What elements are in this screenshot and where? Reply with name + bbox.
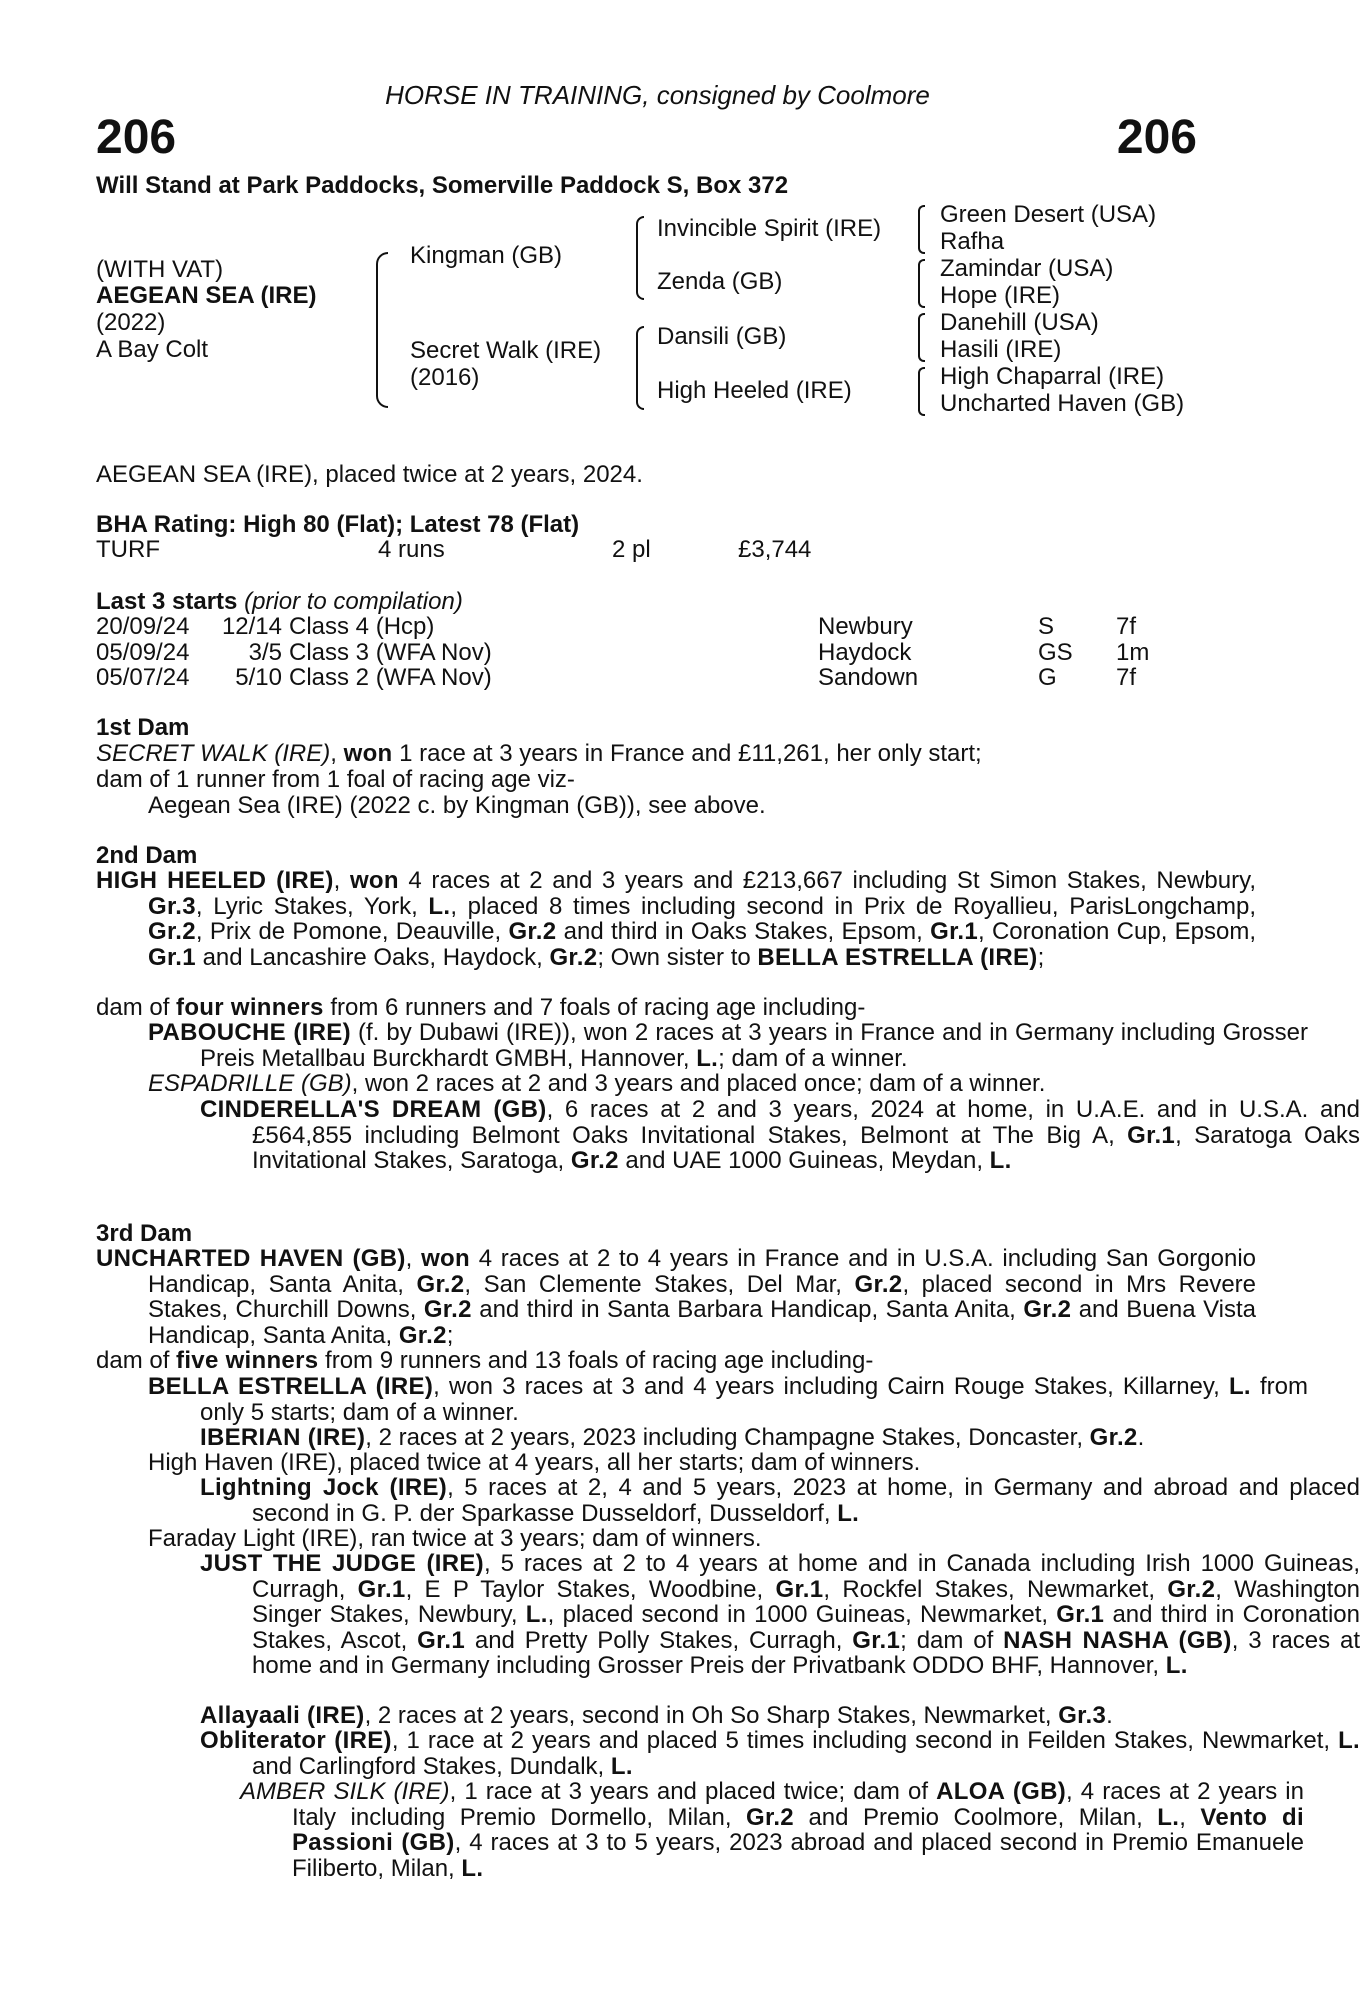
foaling-year: (2022) [96, 309, 166, 336]
start-pos: 5/10 [235, 664, 282, 691]
text-run: ; [446, 1321, 454, 1349]
text-run: five winners [176, 1347, 319, 1374]
text-run: , 4 races at 3 to 5 years, 2023 abroad and placed second in Premio Emanuele Filiberto, Milan, [292, 1829, 1304, 1882]
ggp-ddd: Uncharted Haven (GB) [940, 390, 1185, 417]
text-run: Gr.2 [854, 1270, 903, 1298]
rating-earnings: £3,744 [738, 536, 812, 563]
dam: Secret Walk (IRE) [410, 337, 602, 364]
text-run: Lightning Jock (IRE) [200, 1474, 448, 1501]
text-run: Gr.1 [417, 1626, 466, 1654]
text-run: , won 3 races at 3 and 4 years including Cairn Rouge Stakes, Killarney, [433, 1373, 1229, 1400]
text-run: L. [1338, 1727, 1360, 1754]
text-run: ; Own sister to [597, 943, 758, 971]
text-run: Gr.1 [148, 943, 196, 971]
text-run: , placed second in 1000 Guineas, Newmarket, [547, 1601, 1057, 1629]
text-run: and Lancashire Oaks, Haydock, [195, 943, 550, 971]
dam3-produce-summary [96, 1348, 1204, 1374]
dam2-record [96, 868, 1256, 970]
dam3-allayaali [96, 1703, 1360, 1729]
text-run: CINDERELLA'S DREAM (GB) [200, 1096, 547, 1123]
dam3-just-the-judge [96, 1551, 1360, 1679]
text-run: and third in Oaks Stakes, Epsom, [556, 918, 931, 946]
rating-placed: 2 pl [612, 536, 651, 563]
text-run: L. [1228, 1373, 1251, 1400]
start-going: S [1038, 613, 1055, 640]
text-run: L. [428, 892, 451, 920]
lot-number-right: 206 [1116, 111, 1197, 164]
ggp-sss: Green Desert (USA) [940, 201, 1157, 228]
text-run: L. [989, 1147, 1012, 1175]
text-run: Gr.2 [423, 1296, 472, 1324]
text-run: and Carlingford Stakes, Dundalk, [252, 1752, 611, 1780]
sire-brace [636, 216, 644, 300]
text-run: L. [837, 1499, 860, 1527]
text-run: PABOUCHE (IRE) [148, 1019, 351, 1046]
text-run: Gr.3 [148, 892, 196, 920]
text-run: , 4 races at 2 years in Italy including Premio Dormello, Milan, [292, 1778, 1304, 1831]
catalogue-header: HORSE IN TRAINING, consigned by Coolmore [385, 80, 930, 110]
text-run: ; dam of a winner. [718, 1044, 908, 1072]
ggp-sds: Zamindar (USA) [940, 255, 1114, 282]
text-run: and third in Coronation Stakes, Ascot, [252, 1601, 1360, 1654]
text-run: BELLA ESTRELLA (IRE) [757, 943, 1038, 971]
text-run: , Prix de Pomone, Deauville, [195, 918, 509, 946]
text-run: , 3 races at home and in Germany including Grosser Preis der Privatbank ODDO BHF, Hannover, [252, 1626, 1360, 1680]
dam3-lightning-jock [96, 1475, 1360, 1526]
text-run: 4 races at 2 to 4 years in France and in U.S.A. including San Gorgonio Handicap, Santa Anita, [148, 1245, 1256, 1298]
start-course: Haydock [818, 638, 912, 666]
bha-rating: BHA Rating: High 80 (Flat); Latest 78 (Flat) [96, 511, 580, 538]
dam1-won: won [343, 740, 393, 767]
dam2-pabouche [96, 1020, 1308, 1071]
dam3-faraday-light [96, 1526, 1204, 1552]
text-run: Gr.2 [148, 918, 196, 946]
text-run: , 5 races at 2, 4 and 5 years, 2023 at home, in Germany and abroad and placed second in G. P. der Sparkasse Dusseldorf, Dusseldorf, [252, 1474, 1360, 1527]
dam3-bella-estrella [96, 1374, 1308, 1425]
start-course: Sandown [818, 664, 919, 691]
text-run: Vento di Passioni (GB) [292, 1803, 1304, 1857]
lot-number-left: 206 [96, 111, 177, 164]
dam3-iberian [96, 1425, 1204, 1451]
dam3-amber-silk [96, 1779, 1304, 1881]
text-run: and Pretty Polly Stakes, Curragh, [465, 1626, 853, 1654]
last-starts-note: (prior to compilation) [244, 588, 463, 615]
start-cls: Class 4 (Hcp) [289, 613, 435, 640]
ggp-dss: Danehill (USA) [940, 309, 1099, 336]
text-run: Allayaali (IRE) [200, 1702, 365, 1729]
text-run: won [421, 1245, 470, 1272]
ggp-ssd: Rafha [940, 228, 1005, 255]
text-run: Gr.1 [357, 1575, 406, 1603]
dam1-record: 1 race at 3 years in France and £11,261, her only start; [392, 740, 982, 767]
horse-name: AEGEAN SEA (IRE) [96, 282, 317, 309]
text-run: Gr.2 [1023, 1296, 1072, 1324]
brace-dd [918, 367, 925, 416]
text-run: , 1 race at 3 years and placed twice; dam of [449, 1778, 937, 1805]
text-run: . [1137, 1424, 1145, 1451]
text-run: L. [610, 1752, 633, 1780]
text-run: dam of [96, 1347, 177, 1374]
race-summary: AEGEAN SEA (IRE), placed twice at 2 years, 2024. [96, 461, 643, 488]
text-run: ; [1037, 943, 1045, 971]
brace-sd [918, 259, 925, 308]
start-course: Newbury [818, 613, 913, 640]
text-run: from only 5 starts; dam of a winner. [200, 1373, 1309, 1426]
text-run: , Rockfel Stakes, Newmarket, [823, 1575, 1168, 1603]
start-date: 05/09/24 [96, 638, 190, 666]
text-run: 4 races at 2 and 3 years and £213,667 including St Simon Stakes, Newbury, [398, 867, 1256, 894]
dam2-cinderella [96, 1097, 1360, 1174]
start-dist: 7f [1116, 664, 1137, 691]
dam1-line3: Aegean Sea (IRE) (2022 c. by Kingman (GB)), see above. [148, 792, 766, 819]
text-run: , 2 races at 2 years, 2023 including Champagne Stakes, Doncaster, [365, 1424, 1090, 1451]
dam-dam: High Heeled (IRE) [657, 377, 852, 404]
sire-sire: Invincible Spirit (IRE) [657, 215, 882, 242]
text-run: L. [696, 1044, 719, 1072]
start-pos: 3/5 [248, 638, 282, 666]
text-run: L. [461, 1854, 484, 1882]
dam1-sep: , [330, 740, 344, 767]
text-run: High Haven (IRE), placed twice at 4 years, all her starts; dam of winners. [148, 1449, 921, 1476]
rating-surface: TURF [96, 536, 160, 563]
last-starts-heading [96, 589, 463, 615]
start-cls: Class 2 (WFA Nov) [289, 664, 492, 691]
start-dist: 7f [1116, 613, 1137, 640]
text-run: Gr.1 [852, 1626, 901, 1654]
text-run: Gr.1 [1056, 1601, 1105, 1629]
text-run: , 6 races at 2 and 3 years, 2024 at home, in U.A.E. and in U.S.A. and £564,855 including Belmont Oaks Invitational Stakes, Belmont at The Big A, [252, 1096, 1360, 1149]
ggp-sdd: Hope (IRE) [940, 282, 1061, 309]
text-run: Obliterator (IRE) [200, 1727, 392, 1754]
ggp-dds: High Chaparral (IRE) [940, 363, 1165, 390]
text-run: from 6 runners and 7 foals of racing age including- [323, 994, 866, 1021]
text-run: (f. by Dubawi (IRE)), won 2 races at 3 years in France and in Germany including Grosser Preis Metallbau Burckhardt GMBH, Hannover, [200, 1019, 1308, 1072]
brace-ds [918, 313, 925, 362]
dam1-heading: 1st Dam [96, 714, 190, 741]
text-run: Gr.2 [746, 1803, 794, 1831]
text-run: Gr.2 [1089, 1424, 1138, 1451]
text-run: . [1106, 1702, 1113, 1729]
vat-note: (WITH VAT) [96, 256, 224, 283]
dam-sire: Dansili (GB) [657, 323, 787, 350]
start-cls: Class 3 (WFA Nov) [289, 638, 492, 666]
dam3-obliterator [96, 1728, 1360, 1779]
text-run: won [349, 867, 399, 894]
ggp-dsd: Hasili (IRE) [940, 336, 1062, 363]
text-run: ; dam of [900, 1626, 1004, 1654]
text-run: , 1 race at 2 years and placed 5 times including second in Feilden Stakes, Newmarket, [391, 1727, 1339, 1754]
text-run: , Coronation Cup, Epsom, [978, 918, 1256, 946]
stand-location: Will Stand at Park Paddocks, Somerville Paddock S, Box 372 [96, 172, 789, 199]
text-run: ESPADRILLE (GB) [148, 1070, 352, 1097]
text-run: Faraday Light (IRE), ran twice at 3 years; dam of winners. [148, 1525, 762, 1552]
text-run: , 2 races at 2 years, second in Oh So Sharp Stakes, Newmarket, [364, 1702, 1059, 1729]
text-run: L. [1165, 1652, 1188, 1680]
text-run: four winners [176, 994, 324, 1021]
text-run: and Premio Coolmore, Milan, [793, 1803, 1158, 1831]
text-run: Gr.2 [1167, 1575, 1216, 1603]
text-run: Gr.2 [570, 1147, 619, 1175]
text-run: ALOA (GB) [936, 1778, 1067, 1805]
dam3-high-haven [96, 1450, 1204, 1476]
text-run: and Buena Vista Handicap, Santa Anita, [148, 1296, 1257, 1349]
pedigree-brace [376, 252, 388, 408]
text-run: from 9 runners and 13 foals of racing age including- [318, 1347, 874, 1374]
text-run: , placed second in Mrs Revere Stakes, Churchill Downs, [148, 1270, 1257, 1324]
dam-year: (2016) [410, 364, 480, 391]
start-date: 05/07/24 [96, 664, 190, 691]
dam3-heading: 3rd Dam [96, 1220, 193, 1247]
sire: Kingman (GB) [410, 242, 563, 269]
text-run: BELLA ESTRELLA (IRE) [148, 1373, 434, 1400]
dam1-name: SECRET WALK (IRE) [96, 740, 331, 767]
start-date: 20/09/24 [96, 613, 190, 640]
text-run: AMBER SILK (IRE) [240, 1778, 450, 1805]
text-run: , Washington Singer Stakes, Newbury, [252, 1575, 1360, 1629]
text-run: JUST THE JUDGE (IRE) [200, 1550, 484, 1577]
start-going: GS [1038, 638, 1073, 666]
horse-description: A Bay Colt [96, 336, 209, 363]
text-run: NASH NASHA (GB) [1003, 1626, 1232, 1654]
text-run: and UAE 1000 Guineas, Meydan, [618, 1147, 990, 1175]
text-run: L. [525, 1601, 548, 1629]
text-run: , placed 8 times including second in Prix de Royallieu, ParisLongchamp, [450, 892, 1256, 920]
dam1-line2: dam of 1 runner from 1 foal of racing age viz- [96, 766, 575, 793]
text-run: Gr.1 [1127, 1121, 1176, 1149]
text-run: IBERIAN (IRE) [200, 1424, 366, 1451]
text-run: dam of [96, 994, 177, 1021]
text-run: Gr.2 [416, 1270, 465, 1298]
text-run: Gr.2 [398, 1321, 447, 1349]
dam1-line1 [96, 741, 982, 767]
text-run: , won 2 races at 2 and 3 years and placed once; dam of a winner. [351, 1070, 1046, 1097]
text-run: Gr.2 [549, 943, 598, 971]
brace-ss [918, 205, 925, 254]
text-run: L. [1157, 1803, 1180, 1831]
text-run: , [333, 867, 350, 894]
dam2-produce-summary [96, 995, 1204, 1021]
text-run: , [405, 1245, 422, 1272]
dam-brace [636, 326, 644, 410]
text-run: , Lyric Stakes, York, [195, 892, 429, 920]
text-run: Gr.2 [508, 918, 557, 946]
text-run: , San Clemente Stakes, Del Mar, [464, 1270, 855, 1298]
dam2-heading: 2nd Dam [96, 842, 198, 869]
text-run: Gr.1 [775, 1575, 824, 1603]
text-run: Gr.1 [930, 918, 979, 946]
start-dist: 1m [1116, 638, 1150, 666]
start-going: G [1038, 664, 1057, 691]
text-run: Gr.3 [1058, 1702, 1107, 1729]
text-run: , E P Taylor Stakes, Woodbine, [405, 1575, 776, 1603]
text-run: UNCHARTED HAVEN (GB) [96, 1245, 406, 1272]
sire-dam: Zenda (GB) [657, 268, 783, 295]
dam3-record [96, 1246, 1256, 1348]
text-run: , [1179, 1803, 1201, 1831]
text-run: , 5 races at 2 to 4 years at home and in Canada including Irish 1000 Guineas, Curragh, [252, 1550, 1360, 1603]
text-run: and third in Santa Barbara Handicap, Santa Anita, [471, 1296, 1024, 1324]
last-starts-title: Last 3 starts [96, 588, 238, 615]
text-run: HIGH HEELED (IRE) [96, 867, 334, 894]
rating-runs: 4 runs [378, 536, 445, 563]
start-pos: 12/14 [221, 613, 282, 640]
text-run: , Saratoga Oaks Invitational Stakes, Saratoga, [252, 1121, 1360, 1175]
dam2-espadrille [96, 1071, 1204, 1097]
